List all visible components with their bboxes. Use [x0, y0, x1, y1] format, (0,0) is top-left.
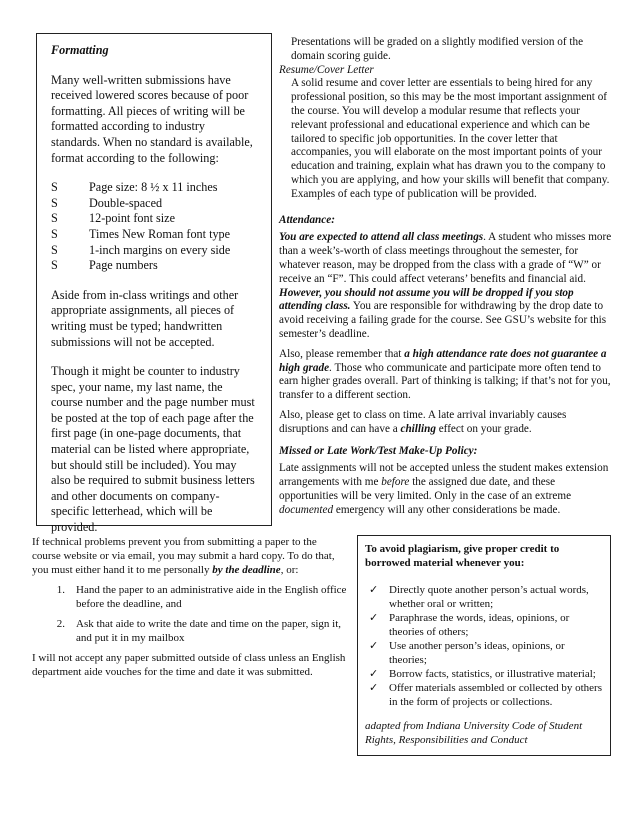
- formatting-list: [51, 180, 257, 274]
- step-text: Hand the paper to an administrative aide in the English office before the deadline, and: [76, 584, 347, 610]
- list-item-text: Times New Roman font type: [89, 226, 231, 241]
- list-item: [51, 227, 257, 243]
- list-item: [365, 611, 604, 639]
- bullet-marker: S: [51, 258, 58, 273]
- chilling-emphasis: chilling: [400, 422, 436, 435]
- deadline-emphasis: by the deadline: [212, 564, 281, 576]
- text-span: , or:: [280, 564, 299, 576]
- list-item: [51, 211, 257, 227]
- technical-closing: I will not accept any paper submitted outside of class unless an English department aide vouches for the time and date it was submitted.: [32, 652, 346, 678]
- list-item: [365, 639, 604, 667]
- step-text: Ask that aide to write the date and time on the paper, sign it, and put it in my mailbox: [76, 618, 342, 644]
- plagiarism-title: To avoid plagiarism, give proper credit to borrowed material whenever you:: [365, 543, 560, 569]
- check-icon: ✓: [369, 668, 379, 680]
- list-item: [32, 583, 348, 611]
- text-span: effect on your grade.: [435, 422, 532, 435]
- attendance-heading: Attendance:: [279, 213, 335, 226]
- attendance-paragraph: [279, 231, 613, 341]
- list-item: [32, 617, 348, 645]
- bullet-marker: S: [51, 211, 58, 226]
- attendance-emphasis: You are expected to attend all class meetings: [279, 231, 484, 244]
- list-item: [365, 667, 604, 681]
- list-item-text: Page numbers: [89, 258, 158, 273]
- check-icon: ✓: [369, 584, 379, 596]
- text-span: If technical problems prevent you from submitting a paper to the course website or via email, you may submit a hard copy. To do that, you must either hand it to me personally: [32, 536, 335, 576]
- formatting-title: Formatting: [51, 43, 109, 57]
- formatting-box: [36, 33, 272, 535]
- attendance-grade-paragraph: [279, 348, 613, 403]
- check-icon: ✓: [369, 612, 379, 624]
- missed-work-heading: Missed or Late Work/Test Make-Up Policy:: [279, 444, 478, 457]
- plagiarism-list: [365, 583, 604, 709]
- step-number: 2.: [56, 618, 65, 630]
- list-item: [51, 196, 257, 212]
- plagiarism-box: [357, 535, 611, 756]
- text-span: . Those who communicate and participate more often tend to earn higher grades overall. Part of thinking is talking; if that’s not for you, transfer to a different section.: [279, 361, 611, 402]
- list-item: [51, 258, 257, 274]
- list-item-text: Page size: 8 ½ x 11 inches: [89, 180, 218, 195]
- plagiarism-source: adapted from Indiana University Code of Student Rights, Responsibilities and Conduct: [365, 720, 583, 746]
- text-span: Also, please remember that: [279, 347, 405, 360]
- list-item: [51, 243, 257, 259]
- list-item-text: Double-spaced: [89, 195, 163, 210]
- list-item-text: Use another person’s ideas, opinions, or theories;: [389, 640, 565, 666]
- list-item-text: 1-inch margins on every side: [89, 242, 231, 257]
- list-item: [51, 180, 257, 196]
- grade-emphasis: a high attendance rate does not guarantee a high grade: [279, 347, 607, 374]
- documented-emphasis: documented: [279, 503, 334, 516]
- text-span: the assigned due date, and these opportunities will be very limited. Only in the case of an extreme: [279, 476, 572, 502]
- attendance-warning: However, you should not assume you will be dropped if you stop attending class.: [279, 286, 574, 313]
- resume-label: Resume/Cover Letter: [279, 63, 374, 76]
- attendance-text-2: You are responsible for withdrawing by the drop date to avoid receiving a failing grade for the course. See GSU’s website for this semester’s deadline.: [279, 300, 607, 340]
- technical-intro: [32, 535, 348, 577]
- text-span: Also, please get to class on time. A late arrival invariably causes disruptions and can have a: [279, 408, 567, 435]
- formatting-typed-paragraph: Aside from in-class writings and other appropriate assignments, all pieces of writing must be typed; handwritten submissions will not be accepted.: [51, 287, 239, 349]
- presentations-text: Presentations will be graded on a slightly modified version of the domain scoring guide.: [291, 36, 584, 62]
- check-icon: ✓: [369, 640, 379, 652]
- right-column: [279, 36, 613, 518]
- list-item: [365, 681, 604, 709]
- resume-text: A solid resume and cover letter are essentials to being hired for any professional position, so this may be the most important assignment of the course. You will develop a modular resume that reflects your relevant professional and educational experience and which can be tailored to specific job opportunities. In the cover letter that accompanies, you will elaborate on the most important points of your education and training, explain what has drawn you to the company to which you are applying, and how your skills will benefit that company. Examples of each type of publication will be provided.: [291, 77, 610, 200]
- bullet-marker: S: [51, 242, 58, 257]
- step-number: 1.: [56, 584, 65, 596]
- attendance-time-paragraph: [279, 409, 613, 437]
- bullet-marker: S: [51, 180, 58, 195]
- missed-work-paragraph: [279, 462, 613, 517]
- check-icon: ✓: [369, 682, 379, 694]
- list-item-text: Directly quote another person’s actual words, whether oral or written;: [389, 584, 589, 610]
- list-item-text: Offer materials assembled or collected by others in the form of projects or collections.: [389, 682, 602, 708]
- bullet-marker: S: [51, 195, 58, 210]
- formatting-intro: Many well-written submissions have received lowered scores because of poor formatting. All pieces of writing will be formatted according to industry standards. When no standard is available, format according to the following:: [51, 72, 253, 165]
- list-item-text: 12-point font size: [89, 211, 175, 226]
- technical-problems-section: [32, 535, 348, 679]
- before-emphasis: before: [381, 476, 410, 489]
- list-item-text: Paraphrase the words, ideas, opinions, or theories of others;: [389, 612, 570, 638]
- attendance-text: . A student who misses more than a week’s-worth of class meetings throughout the semester, for whatever reason, may be dropped from the class with a grade of “W” or receive an “F”. This could affect veterans’ benefits and financial aid.: [279, 231, 612, 285]
- list-item-text: Borrow facts, statistics, or illustrative material;: [389, 668, 596, 680]
- text-span: Late assignments will not be accepted unless the student makes extension arrangements with me: [279, 462, 609, 489]
- bullet-marker: S: [51, 226, 58, 241]
- list-item: [365, 583, 604, 611]
- formatting-header-paragraph: Though it might be counter to industry spec, your name, my last name, the course number and the page number must be posted at the top of each page after the first page (in one-page documents, that material can be listed where appropriate, but should still be included). You may also be required to submit business letters and other documents on company-specific letterhead, which will be provided.: [51, 364, 255, 535]
- steps-list: [32, 583, 348, 645]
- text-span: emergency will any other considerations be made.: [333, 503, 561, 516]
